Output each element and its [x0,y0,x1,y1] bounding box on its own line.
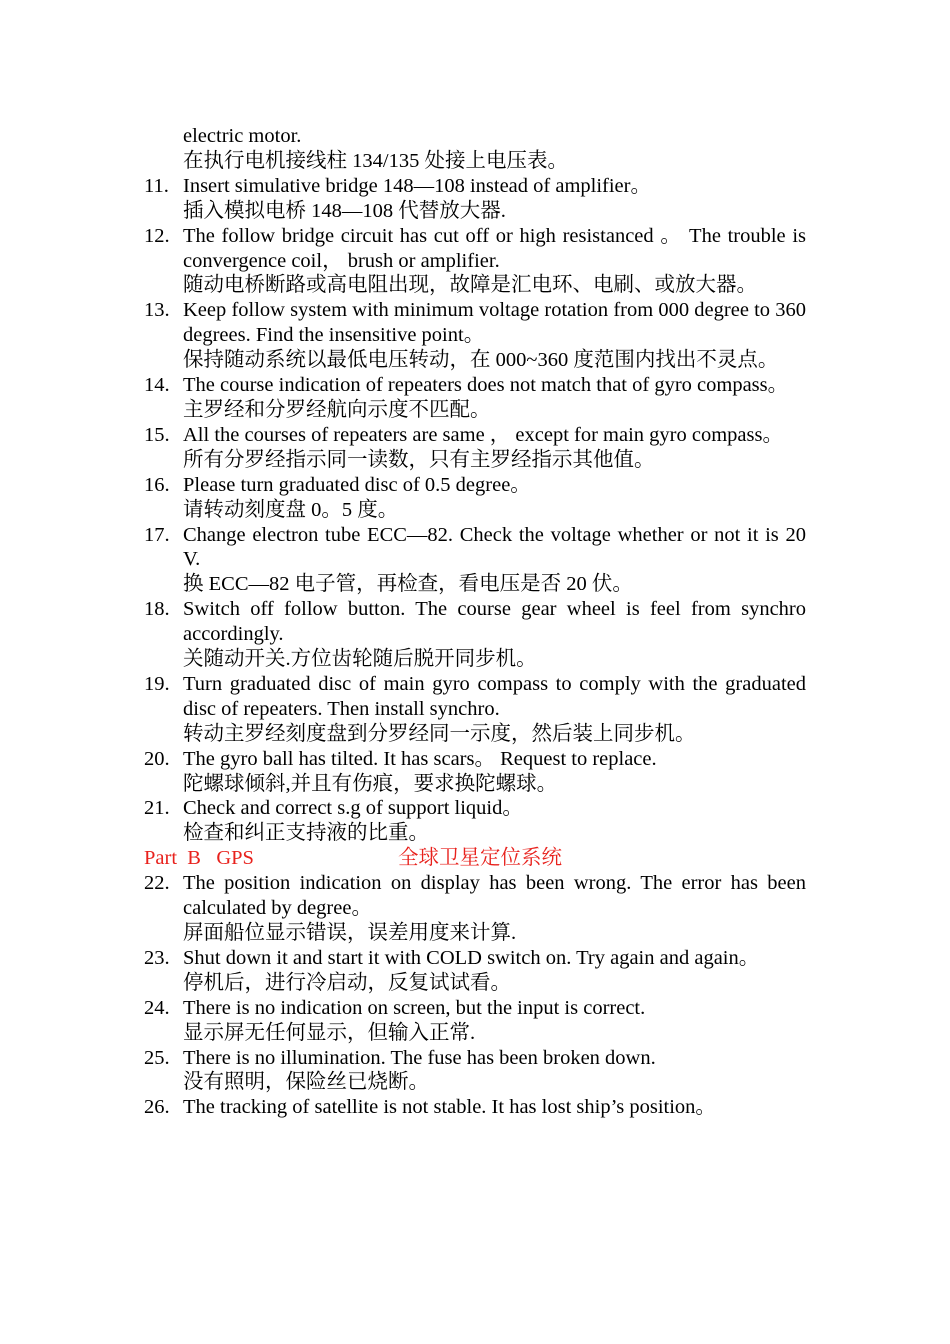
item-english: Shut down it and start it with COLD switch on. Try again and again。 [183,946,760,969]
item-english: The follow bridge circuit has cut off or high resistanced 。 The trouble is convergence coil， brush or amplifier. [183,224,806,272]
list-item [144,224,806,299]
item-number: 24. [144,996,170,1019]
item-chinese: 保持随动系统以最低电压转动，在 000~360 度范围内找出不灵点。 [183,349,779,372]
item-english: There is no indication on screen, but the input is correct. [183,996,646,1019]
item-chinese: 屏面船位显示错误，误差用度来计算. [183,922,517,944]
item-chinese: 主罗经和分罗经航向示度不匹配。 [183,398,491,421]
item-english: Keep follow system with minimum voltage rotation from 000 degree to 360 degrees. Find the insensitive point。 [183,299,806,347]
item-number: 18. [144,598,170,621]
item-english: Check and correct s.g of support liquid。 [183,797,523,820]
list-item [144,796,806,846]
item-chinese: 在执行电机接线柱 134/135 处接上电压表。 [183,149,568,172]
list-item [144,747,806,797]
list-item [144,373,806,423]
item-number: 21. [144,797,170,820]
item-chinese: 转动主罗经刻度盘到分罗经同一示度，然后装上同步机。 [183,722,696,745]
list-item [144,871,806,946]
item-english: All the courses of repeaters are same ， except for main gyro compass。 [183,423,783,446]
fault-list-part-b [144,871,806,1120]
item-english: The position indication on display has been wrong. The error has been calculated by degree。 [183,872,806,920]
item-english: There is no illumination. The fuse has been broken down. [183,1046,656,1069]
item-chinese: 检查和纠正支持液的比重。 [183,822,429,845]
item-chinese: 所有分罗经指示同一读数，只有主罗经指示其他值。 [183,448,655,471]
item-number: 13. [144,299,170,322]
item-body [183,224,806,299]
item-body [183,946,806,996]
item-body [183,796,806,846]
item-body [183,747,806,797]
item-english: The tracking of satellite is not stable. It has lost ship’s position。 [183,1096,716,1119]
document-page [144,124,806,1120]
item-body [183,672,806,747]
list-item [144,523,806,598]
list-item [144,423,806,473]
item-body [183,597,806,672]
item-chinese: 停机后，进行冷启动，反复试试看。 [183,971,511,994]
item-english: Change electron tube ECC—82. Check the voltage whether or not it is 20 V. [183,523,806,571]
item-number: 11. [144,174,169,197]
item-english: Turn graduated disc of main gyro compass to comply with the graduated disc of repeaters. Then install synchro. [183,672,806,720]
item-body [183,423,806,473]
item-body [183,996,806,1046]
item-chinese: 陀螺球倾斜,并且有伤痕，要求换陀螺球。 [183,772,558,795]
item-body [183,373,806,423]
item-number: 14. [144,374,170,397]
item-chinese: 插入模拟电桥 148—108 代替放大器. [183,199,506,222]
item-number: 22. [144,872,170,895]
item-chinese: 换 ECC—82 电子管，再检查，看电压是否 20 伏。 [183,573,633,596]
item-number: 26. [144,1096,170,1119]
item-english: The gyro ball has tilted. It has scars。 Request to replace. [183,747,657,770]
item-body [183,473,806,523]
list-item [144,1046,806,1096]
item-english: Insert simulative bridge 148—108 instead of amplifier。 [183,174,651,197]
item-body [183,1046,806,1096]
item-body [183,1095,806,1120]
item-number: 16. [144,473,170,496]
item-body [183,298,806,373]
item-english: Switch off follow button. The course gear wheel is feel from synchro accordingly. [183,598,806,646]
item-number: 19. [144,672,170,695]
item-body [183,523,806,598]
part-b-heading [144,846,806,871]
item-chinese: 随动电桥断路或高电阻出现，故障是汇电环、电刷、或放大器。 [183,274,757,297]
list-item [144,597,806,672]
item-chinese: 显示屏无任何显示，但输入正常. [183,1021,476,1044]
list-item [144,174,806,224]
item-body [183,871,806,946]
item-body [183,174,806,224]
item-chinese: 关随动开关.方位齿轮随后脱开同步机。 [183,648,537,671]
item-english: electric motor. [183,125,302,147]
list-item [144,672,806,747]
item-number: 17. [144,523,170,546]
fault-list-part-a [144,174,806,846]
item-english: The course indication of repeaters does not match that of gyro compass。 [183,374,789,397]
item-number: 20. [144,747,170,770]
item-chinese: 请转动刻度盘 0。5 度。 [183,498,399,521]
continuation-item [144,124,806,174]
item-number: 15. [144,423,170,446]
item-chinese: 没有照明，保险丝已烧断。 [183,1071,429,1094]
list-item [144,1095,806,1120]
list-item [144,473,806,523]
part-b-title: 全球卫星定位系统 [398,847,562,870]
item-english: Please turn graduated disc of 0.5 degree。 [183,473,531,496]
list-item [144,298,806,373]
item-number: 25. [144,1046,170,1069]
part-b-label: Part B GPS [144,847,254,870]
item-number: 12. [144,224,170,247]
item-number: 23. [144,946,170,969]
list-item [144,946,806,996]
list-item [144,996,806,1046]
